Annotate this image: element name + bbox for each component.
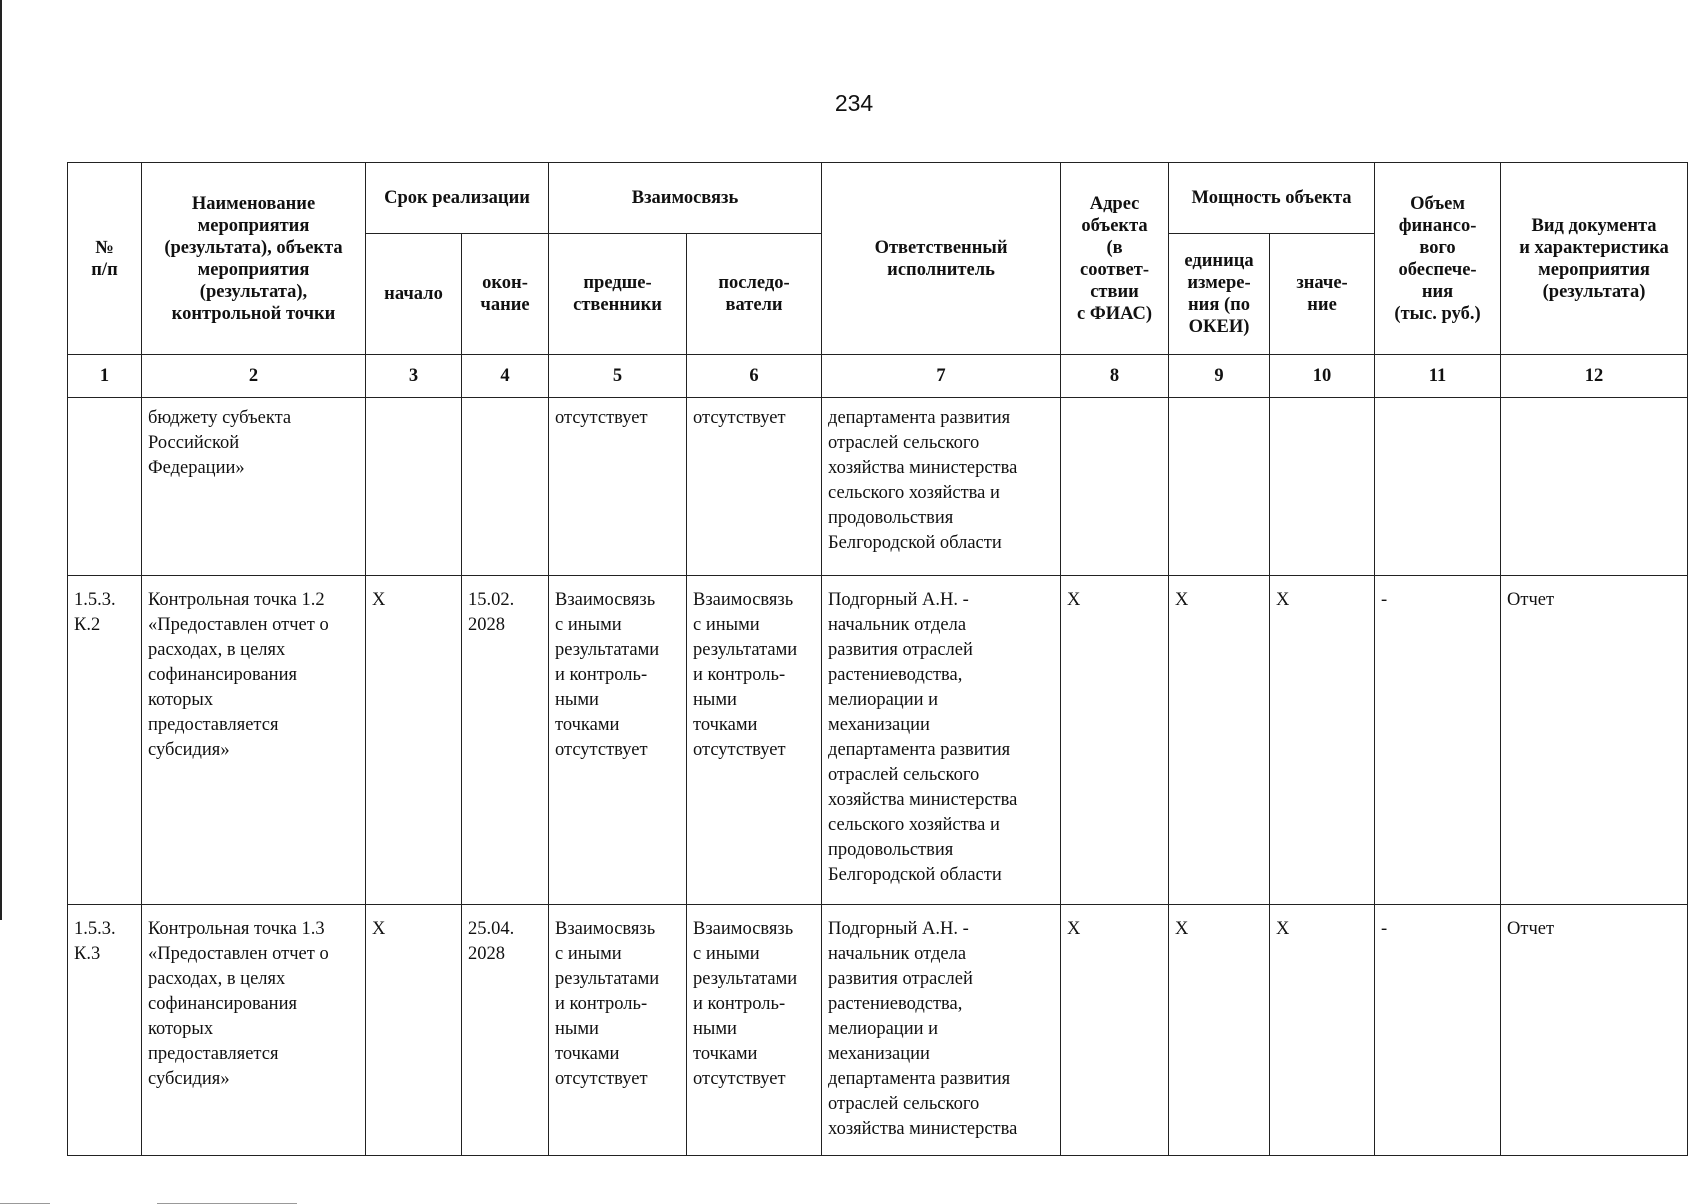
column-number: 9 [1169,355,1270,398]
cell-num: 1.5.3. К.3 [68,905,142,1156]
column-number: 7 [822,355,1061,398]
cell-start: Х [366,905,462,1156]
cell-pred: Взаимосвязь с иными результатами и контроль- ными точками отсутствует [549,576,687,905]
cell-unit [1169,398,1270,576]
col-link-header: Взаимосвязь [549,163,822,234]
column-number: 5 [549,355,687,398]
column-number: 10 [1270,355,1375,398]
table-row [68,398,1688,576]
col-executor-header: Ответственный исполнитель [822,163,1061,355]
cell-executor: Подгорный А.Н. - начальник отдела развития отраслей растениеводства, мелиорации и механизации департамента развития отраслей сельского хозяйства министерства сельского хозяйства и продовольствия Белгородской области [822,576,1061,905]
column-number-row [68,355,1688,398]
cell-address: Х [1061,576,1169,905]
cell-executor: Подгорный А.Н. - начальник отдела развития отраслей растениеводства, мелиорации и механизации департамента развития отраслей сельского хозяйства министерства [822,905,1061,1156]
column-number: 2 [142,355,366,398]
column-number: 3 [366,355,462,398]
cell-unit: Х [1169,576,1270,905]
column-number: 12 [1501,355,1688,398]
cell-name: бюджету субъекта Российской Федерации» [142,398,366,576]
cell-finance: - [1375,576,1501,905]
column-number: 11 [1375,355,1501,398]
cell-end: 25.04. 2028 [462,905,549,1156]
cell-succ: Взаимосвязь с иными результатами и контроль- ными точками отсутствует [687,905,822,1156]
table-row [68,905,1688,1156]
cell-end: 15.02. 2028 [462,576,549,905]
cell-doc: Отчет [1501,576,1688,905]
schedule-table [67,162,1688,1156]
col-value-header: значе- ние [1270,234,1375,355]
cell-succ: отсутствует [687,398,822,576]
col-doc-header: Вид документа и характеристика мероприятия (результата) [1501,163,1688,355]
column-number: 4 [462,355,549,398]
cell-name: Контрольная точка 1.2 «Предоставлен отчет о расходах, в целях софинансирования которых предоставляется субсидия» [142,576,366,905]
cell-end [462,398,549,576]
col-capacity-header: Мощность объекта [1169,163,1375,234]
col-address-header: Адрес объекта (в соответ- ствии с ФИАС) [1061,163,1169,355]
column-number: 1 [68,355,142,398]
cell-pred: отсутствует [549,398,687,576]
cell-finance [1375,398,1501,576]
table-row [68,576,1688,905]
col-start-header: начало [366,234,462,355]
cell-pred: Взаимосвязь с иными результатами и контроль- ными точками отсутствует [549,905,687,1156]
cell-unit: Х [1169,905,1270,1156]
col-num-header: № п/п [68,163,142,355]
col-pred-header: предше- ственники [549,234,687,355]
cell-value: Х [1270,905,1375,1156]
col-succ-header: последо- ватели [687,234,822,355]
cell-executor: департамента развития отраслей сельского хозяйства министерства сельского хозяйства и продовольствия Белгородской области [822,398,1061,576]
cell-succ: Взаимосвязь с иными результатами и контроль- ными точками отсутствует [687,576,822,905]
column-number: 6 [687,355,822,398]
col-end-header: окон- чание [462,234,549,355]
cell-name: Контрольная точка 1.3 «Предоставлен отчет о расходах, в целях софинансирования которых предоставляется субсидия» [142,905,366,1156]
header-row [68,163,1688,234]
cell-num: 1.5.3. К.2 [68,576,142,905]
cell-value [1270,398,1375,576]
cell-doc [1501,398,1688,576]
cell-doc: Отчет [1501,905,1688,1156]
page-number: 234 [834,90,874,116]
cell-finance: - [1375,905,1501,1156]
cell-num [68,398,142,576]
col-name-header: Наименование мероприятия (результата), объекта мероприятия (результата), контрольной точки [142,163,366,355]
cell-start [366,398,462,576]
cell-value: Х [1270,576,1375,905]
cell-address: Х [1061,905,1169,1156]
column-number: 8 [1061,355,1169,398]
col-unit-header: единица измере- ния (по ОКЕИ) [1169,234,1270,355]
cell-start: Х [366,576,462,905]
col-finance-header: Объем финансо- вого обеспече- ния (тыс. руб.) [1375,163,1501,355]
scan-edge-line [0,0,2,920]
cell-address [1061,398,1169,576]
col-period-header: Срок реализации [366,163,549,234]
